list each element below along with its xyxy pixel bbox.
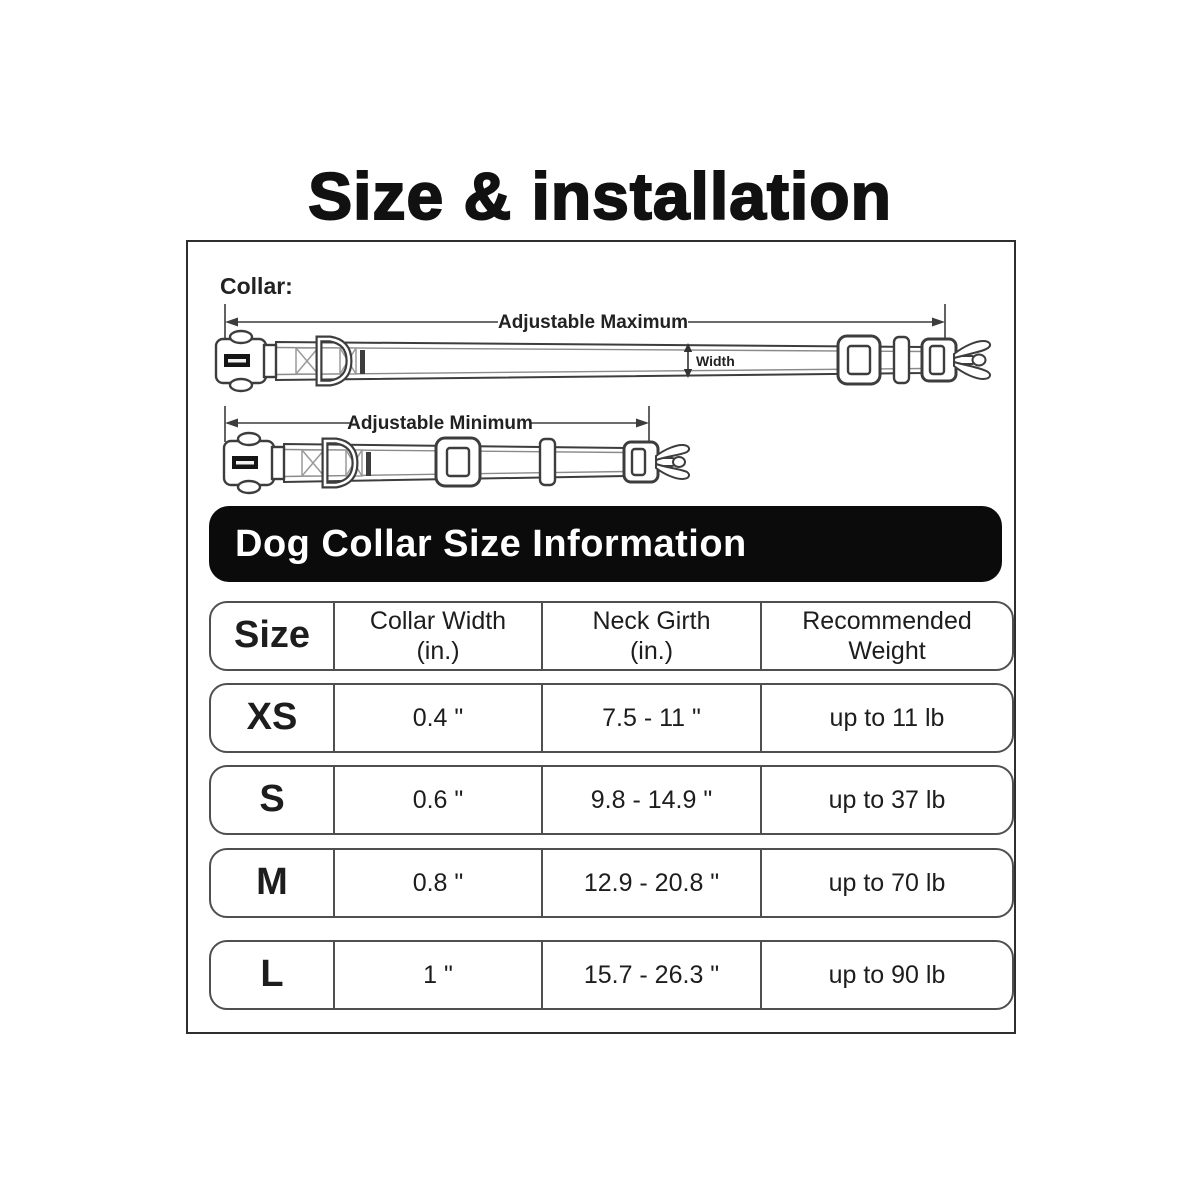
brand-label-max [224,354,250,367]
adjustable-maximum-label: Adjustable Maximum [497,312,689,333]
cell-neck-girth: 7.5 - 11 " [541,685,760,751]
collar-diagram [188,242,1014,504]
page-title: Size & installation [308,159,892,233]
collar-strap-max [276,342,924,380]
stitch-box-min-1 [302,450,324,476]
cell-weight: up to 70 lb [760,850,1012,916]
size-info-header-text: Dog Collar Size Information [235,522,747,565]
column-header-size-label: Size [233,614,311,657]
column-header-weight-line1: Recommended [802,607,972,635]
column-header-weight [760,603,1012,669]
strap-keeper-max [894,337,909,383]
column-header-collar-width-line2: (in.) [416,637,460,665]
cell-collar-width: 0.4 " [333,685,541,751]
male-buckle-min [624,442,689,482]
cell-collar-width: 0.6 " [333,767,541,833]
table-header-row [209,601,1014,671]
stitch-box-max-1 [296,348,318,374]
column-header-neck-girth [541,603,760,669]
column-header-size [211,603,333,669]
cell-size: L [260,953,284,996]
strap-fold-bar-max [360,350,365,374]
column-header-neck-girth-line2: (in.) [629,637,674,665]
cell-collar-width: 1 " [333,942,541,1008]
cell-neck-girth: 15.7 - 26.3 " [541,942,760,1008]
table-row-m [209,848,1014,918]
table-row-l [209,940,1014,1010]
cell-size: S [259,778,285,821]
info-panel [186,240,1016,1034]
cell-size: M [256,861,288,904]
brand-label-min [232,456,258,469]
cell-collar-width: 0.8 " [333,850,541,916]
cell-weight: up to 37 lb [760,767,1012,833]
column-header-collar-width [333,603,541,669]
strap-fold-bar-min [366,452,371,476]
cell-neck-girth: 9.8 - 14.9 " [541,767,760,833]
size-info-header [209,506,1002,582]
table-row-s [209,765,1014,835]
width-label: Width [696,353,735,369]
tri-glide-slider-max [838,336,880,384]
strap-keeper-min [540,439,555,485]
tri-glide-slider-min [436,438,480,486]
male-buckle-max [922,339,990,381]
adjustable-minimum-label: Adjustable Minimum [347,413,533,434]
cell-weight: up to 90 lb [760,942,1012,1008]
column-header-neck-girth-line1: Neck Girth [592,607,711,635]
cell-weight: up to 11 lb [760,685,1012,751]
cell-neck-girth: 12.9 - 20.8 " [541,850,760,916]
table-row-xs [209,683,1014,753]
collar-section-label: Collar: [220,273,293,299]
cell-size: XS [246,696,298,739]
column-header-weight-line2: Weight [848,637,926,665]
column-header-collar-width-line1: Collar Width [369,607,507,635]
